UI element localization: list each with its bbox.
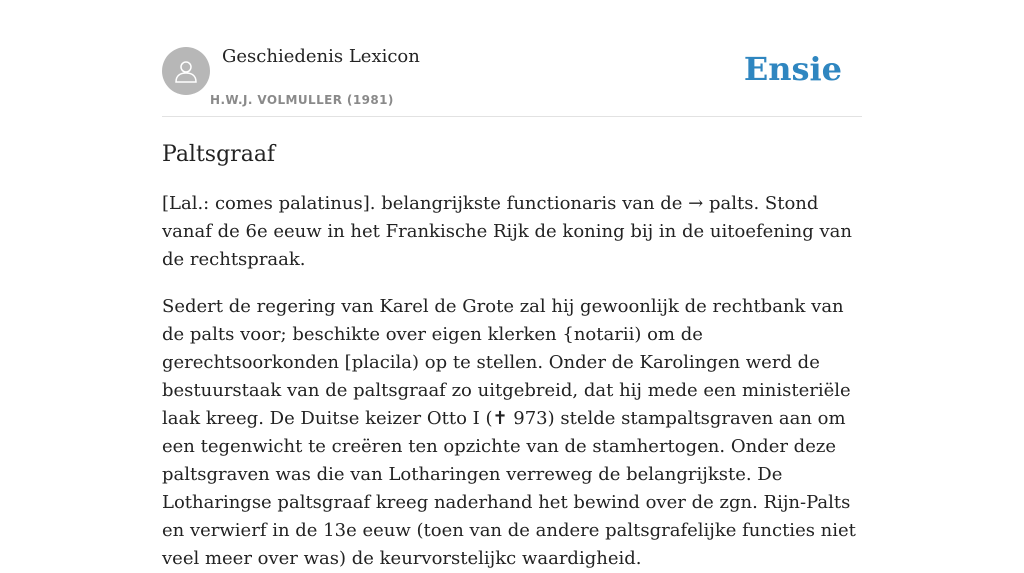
article-body bbox=[162, 190, 862, 573]
page-title: Paltsgraaf bbox=[162, 142, 276, 167]
article-paragraph: Sedert de regering van Karel de Grote zal hij gewoonlijk de rechtbank van de palts voor; beschikte over eigen klerken {notarii) om de gerechtsoorkonden [placila) op te stellen. Onder de Karolingen werd de bestuurstaak van de paltsgraaf zo uitgebreid, dat hij mede een ministeriële laak kreeg. De Duitse keizer Otto I (✝ 973) stelde stampaltsgraven aan om een tegenwicht te creëren ten opzichte van de stamhertogen. Onder deze paltsgraven was die van Lotharingen verreweg de belangrijkste. De Lotharingse paltsgraaf kreeg naderhand het bewind over de zgn. Rijn-Palts en verwierf in de 13e eeuw (toen van de andere paltsgrafelijke functies niet veel meer over was) de keurvorstelijkc waardigheid. bbox=[162, 296, 856, 569]
source-header bbox=[162, 0, 862, 117]
avatar[interactable] bbox=[162, 47, 210, 95]
content-column bbox=[162, 0, 862, 573]
author-byline: H.W.J. VOLMULLER (1981) bbox=[210, 93, 394, 107]
brand-logo[interactable]: Ensie bbox=[743, 50, 842, 88]
user-icon bbox=[173, 58, 199, 84]
article-paragraph: [Lal.: comes palatinus]. belangrijkste functionaris van de → palts. Stond vanaf de 6e eeuw in het Frankische Rijk de koning bij in de uitoefening van de rechtspraak. bbox=[162, 193, 852, 270]
source-title[interactable]: Geschiedenis Lexicon bbox=[222, 46, 420, 67]
